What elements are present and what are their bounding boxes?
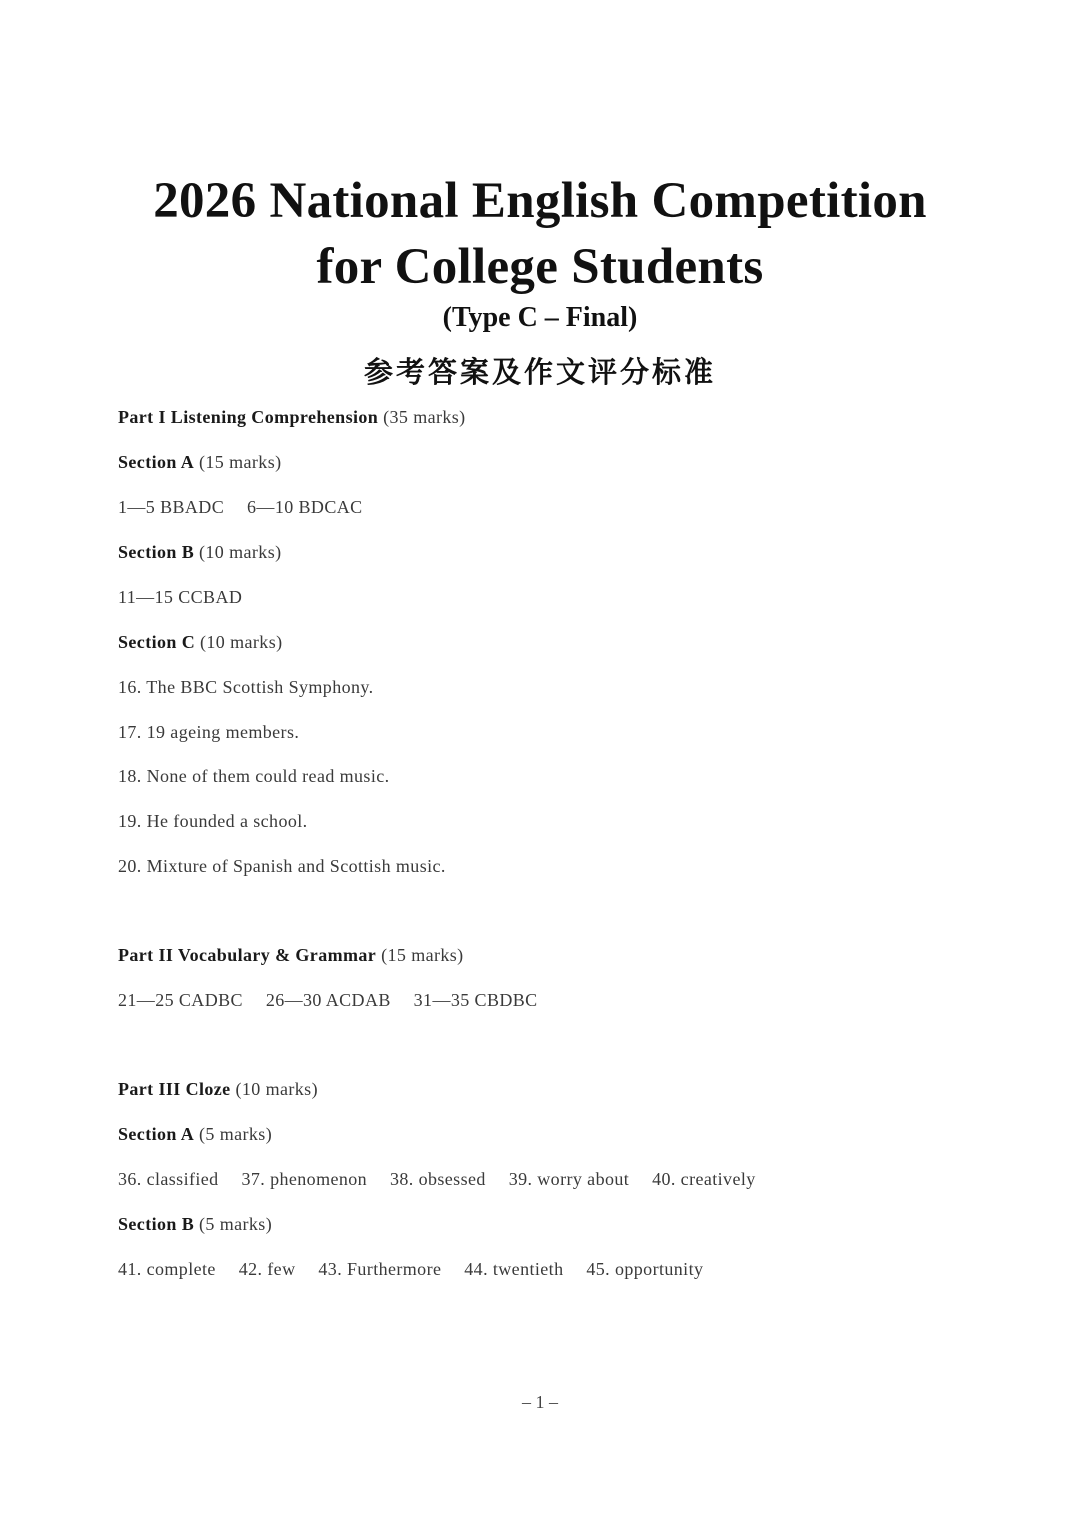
answer-16: 16. The BBC Scottish Symphony. — [118, 677, 374, 697]
section-marks: (15 marks) — [199, 452, 282, 472]
answer-item: 39. worry about — [508, 1169, 630, 1189]
section-marks: (10 marks) — [200, 632, 283, 652]
section-heading: Section A — [118, 1124, 195, 1144]
answer-group: 31—35 CBDBC — [413, 990, 538, 1010]
part3-section-b-answers — [118, 1259, 721, 1280]
section-heading: Section B — [118, 1214, 195, 1234]
answer-item: 44. twentieth — [464, 1259, 564, 1279]
answer-19: 19. He founded a school. — [118, 811, 308, 831]
answer-item: 37. phenomenon — [241, 1169, 368, 1189]
answer-item: 43. Furthermore — [318, 1259, 442, 1279]
answer-item: 40. creatively — [652, 1169, 756, 1189]
answer-item: 36. classified — [118, 1169, 219, 1189]
part-heading: Part II Vocabulary & Grammar — [118, 945, 377, 965]
part1-section-b-heading — [118, 542, 282, 563]
part1-section-a-answers — [118, 497, 381, 518]
section-heading: Section B — [118, 542, 195, 562]
title-line-2: for College Students — [316, 239, 764, 295]
answer-20: 20. Mixture of Spanish and Scottish music. — [118, 856, 446, 876]
part1-section-c-heading — [118, 632, 283, 653]
part-marks: (15 marks) — [381, 945, 464, 965]
part3-section-a-heading — [118, 1124, 272, 1145]
answer-item: 41. complete — [118, 1259, 216, 1279]
part-heading: Part I Listening Comprehension — [118, 407, 379, 427]
answer-group: 21—25 CADBC — [118, 990, 243, 1010]
answer-group: 26—30 ACDAB — [265, 990, 391, 1010]
section-marks: (5 marks) — [199, 1124, 273, 1144]
answer-item: 45. opportunity — [586, 1259, 704, 1279]
section-marks: (5 marks) — [199, 1214, 273, 1234]
part1-section-a-heading — [118, 452, 282, 473]
part2-heading — [118, 945, 464, 966]
answer-group: 11—15 CCBAD — [118, 587, 243, 607]
part-heading: Part III Cloze — [118, 1079, 231, 1099]
section-heading: Section C — [118, 632, 196, 652]
part1-heading — [118, 407, 466, 428]
part3-heading — [118, 1079, 318, 1100]
title-chinese: 参考答案及作文评分标准 — [363, 357, 716, 389]
section-marks: (10 marks) — [199, 542, 282, 562]
section-heading: Section A — [118, 452, 195, 472]
part2-answers — [118, 990, 556, 1011]
part-marks: (35 marks) — [383, 407, 466, 427]
title-type: (Type C – Final) — [442, 302, 638, 333]
part3-section-b-heading — [118, 1214, 272, 1235]
part1-section-b-answers — [118, 587, 260, 608]
title-line-1: 2026 National English Competition — [153, 173, 927, 229]
answer-group: 6—10 BDCAC — [247, 497, 363, 517]
answer-group: 1—5 BBADC — [118, 497, 225, 517]
answer-17: 17. 19 ageing members. — [118, 722, 300, 742]
part-marks: (10 marks) — [235, 1079, 318, 1099]
page-number: – 1 – — [522, 1392, 558, 1412]
answer-item: 38. obsessed — [389, 1169, 486, 1189]
answer-18: 18. None of them could read music. — [118, 766, 390, 786]
answer-item: 42. few — [238, 1259, 296, 1279]
part3-section-a-answers — [118, 1169, 774, 1190]
